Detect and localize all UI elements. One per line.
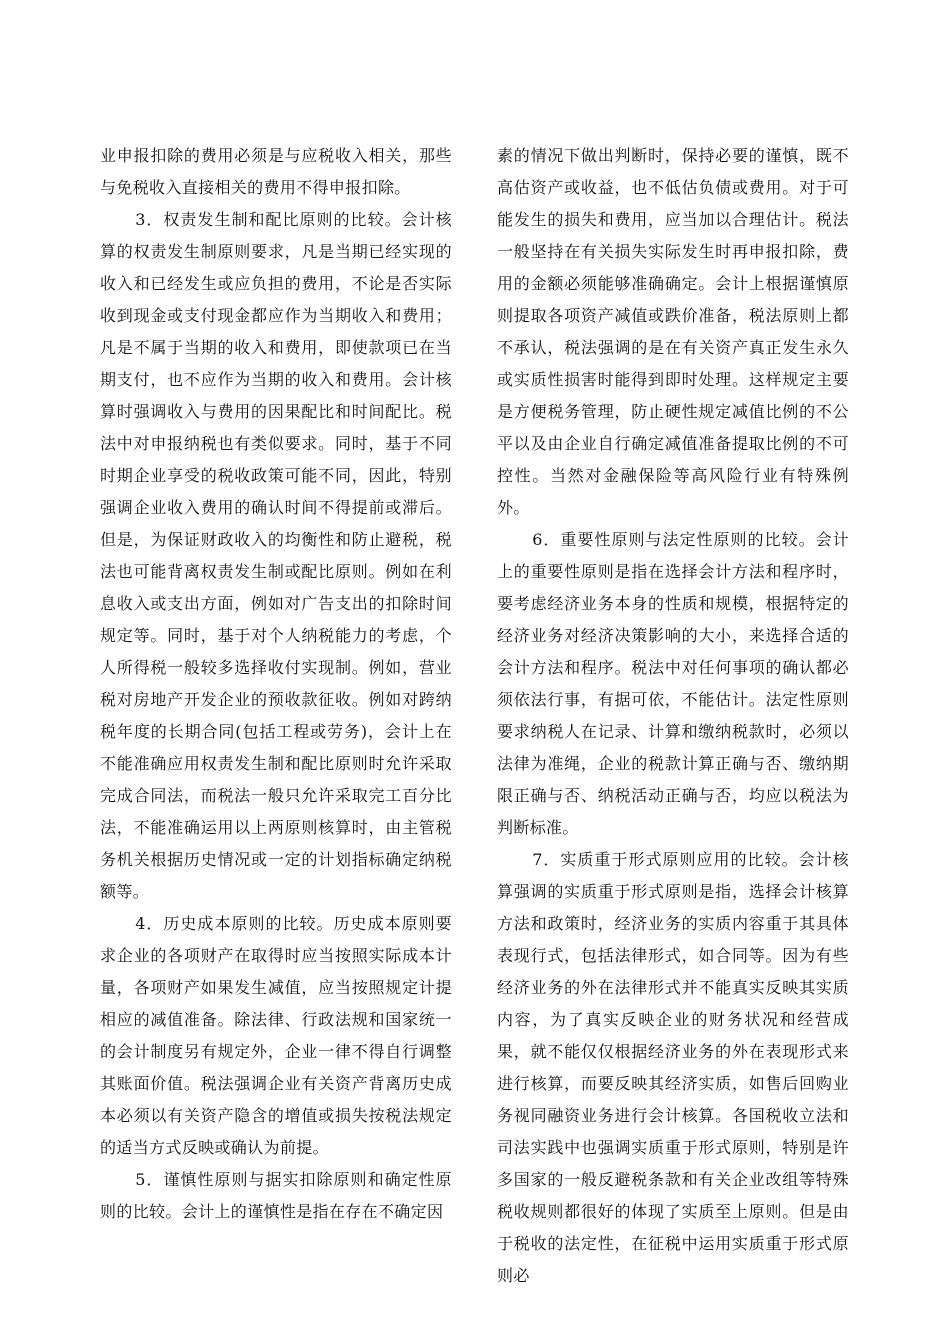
paragraph-prudence-principle: 5．谨慎性原则与据实扣除原则和确定性原则的比较。会计上的谨慎性是指在存在不确定因 bbox=[100, 1170, 452, 1221]
right-column bbox=[497, 140, 849, 1292]
paragraph-continued-deduction: 业申报扣除的费用必须是与应税收入相关，那些与免税收入直接相关的费用不得申报扣除。 bbox=[100, 146, 452, 197]
paragraph-substance-over-form-principle: 7．实质重于形式原则应用的比较。会计核算强调的实质重于形式原则是指，选择会计核算方法和政策时，经济业务的实质内容重于其具体表现行式，包括法律形式，如合同等。因为有些经济业务的外在法律形式并不能真实反映其实质内容，为了真实反映企业的财务状况和经营成果，就不能仅仅根据经济业务的外在表现形式来进行核算，而要反映其经济实质，如售后回购业务视同融资业务进行会计核算。各国税收立法和司法实践中也强调实质重于形式原则，特别是许多国家的一般反避税条款和有关企业改组等特殊税收规则都很好的体现了实质至上原则。但是由于税收的法定性，在征税中运用实质重于形式原则必 bbox=[497, 850, 849, 1285]
paragraph-materiality-principle: 6．重要性原则与法定性原则的比较。会计上的重要性原则是指在选择会计方法和程序时，要考虑经济业务本身的性质和规模，根据特定的经济业务对经济决策影响的大小，来选择合适的会计方法和程序。税法中对任何事项的确认都必须依法行事，有据可依，不能估计。法定性原则要求纳税人在记录、计算和缴纳税款时，必须以法律为准绳，企业的税款计算正确与否、缴纳期限正确与否、纳税活动正确与否，均应以税法为判断标准。 bbox=[497, 530, 849, 837]
left-column bbox=[100, 140, 452, 1228]
paragraph-accrual-matching-principle: 3．权责发生制和配比原则的比较。会计核算的权责发生制原则要求，凡是当期已经实现的收入和已经发生或应负担的费用，不论是否实际收到现金或支付现金都应作为当期收入和费用；凡是不属于当期的收入和费用，即使款项已在当期支付，也不应作为当期的收入和费用。会计核算时强调收入与费用的因果配比和时间配比。税法中对申报纳税也有类似要求。同时，基于不同时期企业享受的税收政策可能不同，因此，特别强调企业收入费用的确认时间不得提前或滞后。但是，为保证财政收入的均衡性和防止避税，税法也可能背离权责发生制或配比原则。例如在利息收入或支出方面，例如对广告支出的扣除时间规定等。同时，基于对个人纳税能力的考虑，个人所得税一般较多选择收付实现制。例如，营业税对房地产开发企业的预收款征收。例如对跨纳税年度的长期合同(包括工程或劳务)，会计上在不能准确应用权责发生制和配比原则时允许采取完成合同法，而税法一般只允许采取完工百分比法，不能准确运用以上两原则核算时，由主管税务机关根据历史情况或一定的计划指标确定纳税额等。 bbox=[100, 210, 452, 901]
paragraph-prudence-continued: 素的情况下做出判断时，保持必要的谨慎，既不高估资产或收益，也不低估负债或费用。对于可能发生的损失和费用，应当加以合理估计。税法一般坚持在有关损失实际发生时再申报扣除，费用的金额必须能够准确确定。会计上根据谨慎原则提取各项资产减值或跌价准备，税法原则上都不承认，税法强调的是在有关资产真正发生永久或实质性损害时能得到即时处理。这样规定主要是方便税务管理，防止硬性规定减值比例的不公平以及由企业自行确定减值准备提取比例的不可控性。当然对金融保险等高风险行业有特殊例外。 bbox=[497, 146, 849, 517]
paragraph-historical-cost-principle: 4．历史成本原则的比较。历史成本原则要求企业的各项财产在取得时应当按照实际成本计量，各项财产如果发生减值，应当按照规定计提相应的减值准备。除法律、行政法规和国家统一的会计制度另有规定外，企业一律不得自行调整其账面价值。税法强调企业有关资产背离历史成本必须以有关资产隐含的增值或损失按税法规定的适当方式反映或确认为前提。 bbox=[100, 914, 452, 1157]
